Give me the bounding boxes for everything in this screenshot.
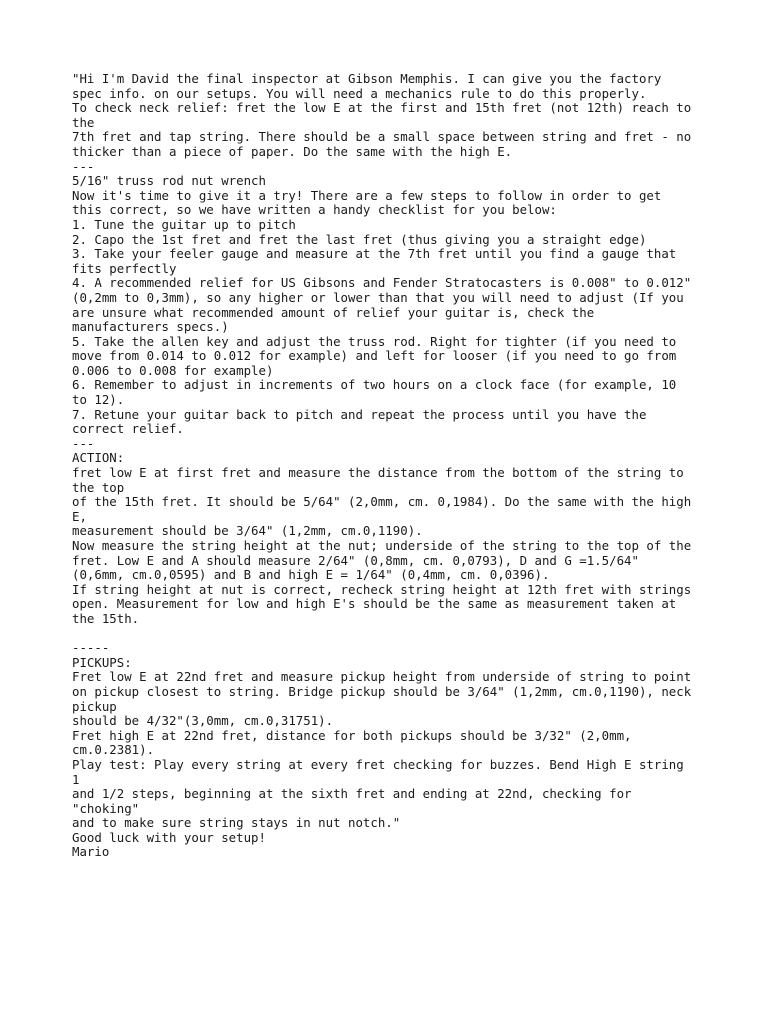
text-line: move from 0.014 to 0.012 for example) and left for looser (if you need to go from: [72, 348, 677, 364]
text-line: (0,6mm, cm.0,0595) and B and high E = 1/64" (0,4mm, cm. 0,0396).: [72, 567, 550, 583]
text-line: 7th fret and tap string. There should be a small space between string and fret - no: [72, 129, 692, 145]
text-line: this correct, so we have written a handy checklist for you below:: [72, 202, 557, 218]
text-line: thicker than a piece of paper. Do the same with the high E.: [72, 143, 513, 159]
text-line: (0,2mm to 0,3mm), so any higher or lower than that you will need to adjust (If you: [72, 289, 684, 305]
text-line: the 15th.: [72, 610, 140, 626]
text-line: 4. A recommended relief for US Gibsons and Fender Stratocasters is 0.008" to 0.012": [72, 275, 692, 291]
text-line: Fret low E at 22nd fret and measure pickup height from underside of string to point: [72, 669, 692, 685]
text-line: are unsure what recommended amount of relief your guitar is, check the: [72, 304, 595, 320]
text-line: ---: [72, 435, 95, 451]
text-line: Now measure the string height at the nut; underside of the string to the top of the: [72, 538, 692, 553]
text-line: -----: [72, 640, 110, 656]
text-line: If string height at nut is correct, recheck string height at 12th fret with strings: [72, 581, 692, 597]
text-line: Now it's time to give it a try! There are a few steps to follow in order to get: [72, 187, 662, 203]
text-line: spec info. on our setups. You will need a mechanics rule to do this properly.: [72, 85, 647, 101]
text-line: and 1/2 steps, beginning at the sixth fret and ending at 22nd, checking for: [72, 786, 632, 802]
text-line: 5. Take the allen key and adjust the truss rod. Right for tighter (if you need to: [72, 333, 677, 349]
text-line: 1: [72, 771, 80, 787]
text-line: 1. Tune the guitar up to pitch: [72, 216, 296, 232]
text-line: 3. Take your feeler gauge and measure at the 7th fret until you find a gauge that: [72, 246, 677, 262]
text-line: ACTION:: [72, 450, 125, 466]
text-line: To check neck relief: fret the low E at the first and 15th fret (not 12th) reach to: [72, 100, 692, 116]
text-line: ---: [72, 158, 95, 174]
text-line: fret low E at first fret and measure the distance from the bottom of the string to: [72, 465, 684, 481]
text-line: Fret high E at 22nd fret, distance for both pickups should be 3/32" (2,0mm,: [72, 727, 632, 743]
text-line: open. Measurement for low and high E's should be the same as measurement taken at: [72, 596, 677, 612]
text-line: to 12).: [72, 392, 125, 408]
text-line: cm.0.2381).: [72, 742, 155, 758]
text-line: the: [72, 114, 95, 130]
text-line: PICKUPS:: [72, 654, 132, 670]
text-line: "choking": [72, 800, 140, 816]
text-line: fret. Low E and A should measure 2/64" (0,8mm, cm. 0,0793), D and G =1.5/64": [72, 552, 639, 568]
text-line: and to make sure string stays in nut notch.": [72, 815, 401, 831]
document-page: [72, 72, 712, 860]
text-line: correct relief.: [72, 421, 184, 437]
text-line: of the 15th fret. It should be 5/64" (2,0mm, cm. 0,1984). Do the same with the high: [72, 494, 692, 510]
text-line: 7. Retune your guitar back to pitch and repeat the process until you have the: [72, 406, 647, 422]
text-line: on pickup closest to string. Bridge pickup should be 3/64" (1,2mm, cm.0,1190), neck: [72, 683, 692, 699]
text-line: the top: [72, 479, 125, 495]
text-line: 5/16" truss rod nut wrench: [72, 173, 266, 189]
text-line: pickup: [72, 698, 117, 714]
text-line: fits perfectly: [72, 260, 177, 276]
text-line: 0.006 to 0.008 for example): [72, 362, 274, 378]
text-line: manufacturers specs.): [72, 319, 229, 335]
text-line: measurement should be 3/64" (1,2mm, cm.0,1190).: [72, 523, 423, 539]
text-line: "Hi I'm David the final inspector at Gibson Memphis. I can give you the factory: [72, 71, 662, 86]
text-line: 6. Remember to adjust in increments of two hours on a clock face (for example, 10: [72, 377, 677, 393]
text-line: Good luck with your setup!: [72, 829, 266, 845]
text-line: should be 4/32"(3,0mm, cm.0,31751).: [72, 713, 334, 729]
text-line: E,: [72, 508, 87, 524]
text-line: [72, 627, 712, 642]
text-line: 2. Capo the 1st fret and fret the last fret (thus giving you a straight edge): [72, 231, 647, 247]
text-line: Play test: Play every string at every fret checking for buzzes. Bend High E string: [72, 756, 684, 772]
text-line: Mario: [72, 844, 110, 860]
